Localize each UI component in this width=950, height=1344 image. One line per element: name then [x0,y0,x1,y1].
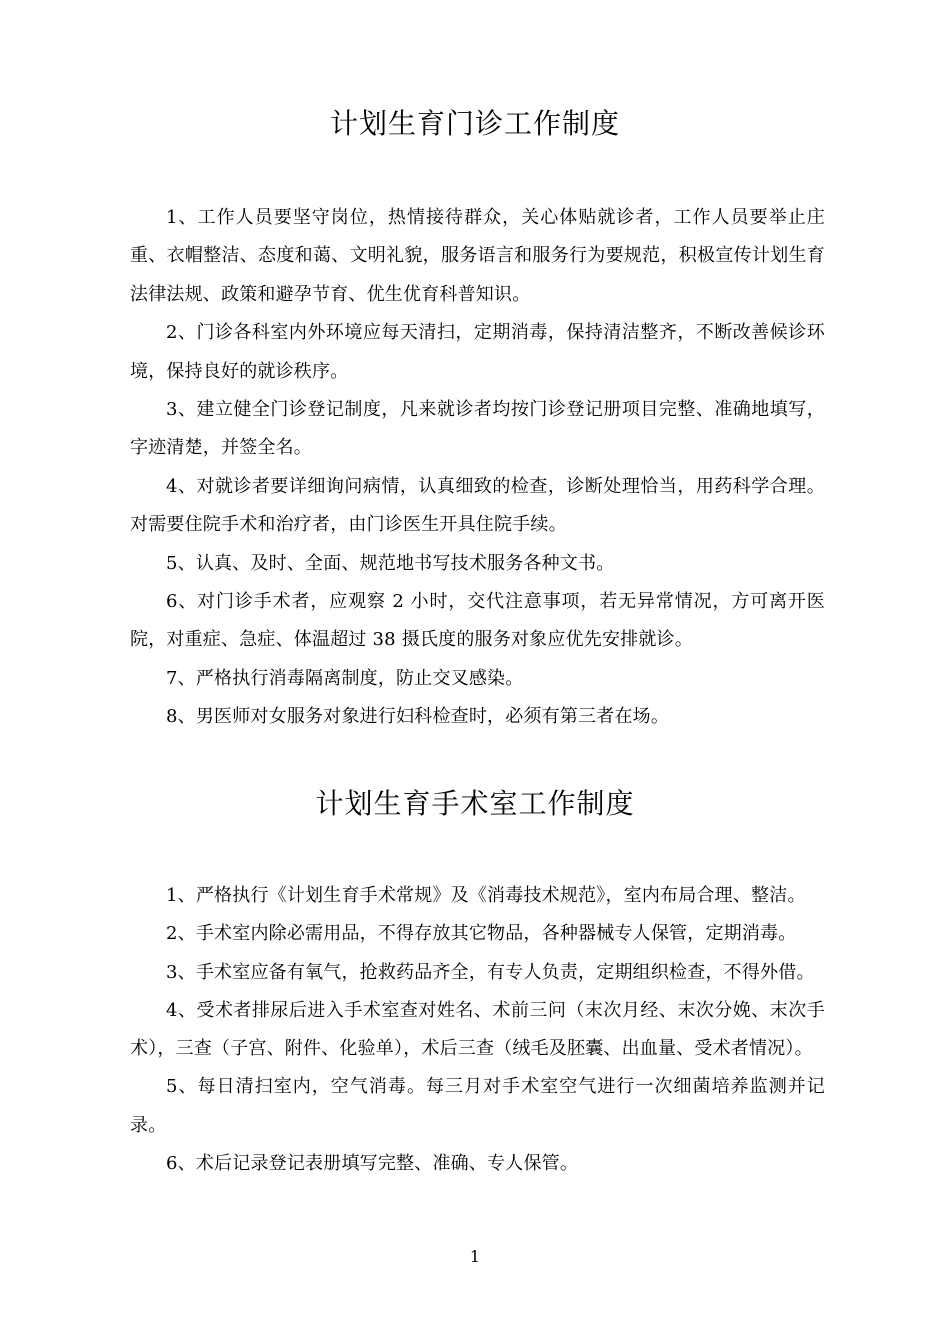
rule-paragraph: 3、建立健全门诊登记制度，凡来就诊者均按门诊登记册项目完整、准确地填写，字迹清楚，并签全名。 [130,399,825,459]
rule-paragraph: 6、术后记录登记表册填写完整、准确、专人保管。 [166,1153,579,1175]
rule-paragraph: 2、手术室内除必需用品，不得存放其它物品，各种器械专人保管，定期消毒。 [166,923,797,945]
section-outpatient-rules [130,199,825,737]
rule-paragraph: 3、手术室应备有氧气，抢救药品齐全，有专人负责，定期组织检查，不得外借。 [166,961,815,983]
rule-paragraph: 7、严格执行消毒隔离制度，防止交叉感染。 [166,667,524,689]
rule-paragraph: 8、男医师对女服务对象进行妇科检查时，必须有第三者在场。 [166,706,670,728]
section-title-operating-room: 计划生育手术室工作制度 [315,787,635,820]
rule-paragraph: 5、认真、及时、全面、规范地书写技术服务各种文书。 [166,552,615,574]
rule-paragraph: 5、每日清扫室内，空气消毒。每三月对手术室空气进行一次细菌培养监测并记录。 [130,1076,825,1136]
rule-paragraph: 1、严格执行《计划生育手术常规》及《消毒技术规范》，室内布局合理、整洁。 [166,885,806,906]
rule-paragraph: 2、门诊各科室内外环境应每天清扫，定期消毒，保持清洁整齐，不断改善候诊环境，保持良好的就诊秩序。 [130,322,825,382]
section-title-outpatient: 计划生育门诊工作制度 [329,107,620,140]
rule-paragraph: 1、工作人员要坚守岗位，热情接待群众，关心体贴就诊者，工作人员要举止庄重、衣帽整洁、态度和蔼、文明礼貌，服务语言和服务行为要规范，积极宣传计划生育法律法规、政策和避孕节育、优生优育科普知识。 [130,207,825,305]
rule-paragraph: 6、对门诊手术者，应观察 2 小时，交代注意事项，若无异常情况，方可离开医院，对重症、急症、体温超过 38 摄氏度的服务对象应优先安排就诊。 [130,591,825,651]
section-operating-room-rules [130,877,825,1183]
page-number: 1 [469,1247,481,1266]
rule-paragraph: 4、对就诊者要详细询问病情，认真细致的检查，诊断处理恰当，用药科学合理。对需要住院手术和治疗者，由门诊医生开具住院手续。 [130,475,825,536]
rule-paragraph: 4、受术者排尿后进入手术室查对姓名、术前三问（末次月经、末次分娩、末次手术），三查（子宫、附件、化验单），术后三查（绒毛及胚囊、出血量、受术者情况）。 [130,999,825,1060]
